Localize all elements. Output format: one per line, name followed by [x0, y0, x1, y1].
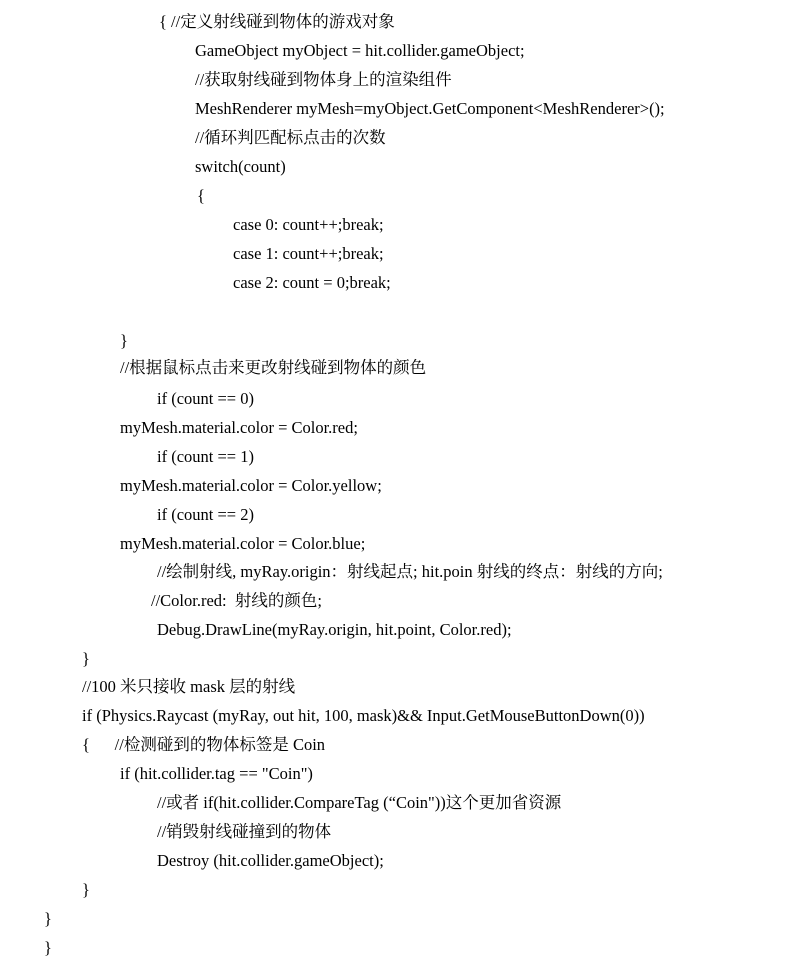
code-line: Debug.DrawLine(myRay.origin, hit.point, Color.red); — [157, 620, 512, 639]
comment-line: //获取射线碰到物体身上的渲染组件 — [195, 70, 452, 89]
code-line: } — [82, 880, 90, 899]
code-line: Destroy (hit.collider.gameObject); — [157, 851, 384, 870]
comment-line: //绘制射线, myRay.origin：射线起点; hit.poin 射线的终点：射线的方向; — [157, 562, 663, 581]
comment-line: //根据鼠标点击来更改射线碰到物体的颜色 — [120, 358, 427, 377]
code-line: if (count == 0) — [157, 389, 254, 408]
comment-line: //销毁射线碰撞到的物体 — [157, 822, 332, 841]
code-line: case 2: count = 0;break; — [233, 273, 391, 292]
code-line: switch(count) — [195, 157, 286, 176]
code-line: if (hit.collider.tag == "Coin") — [120, 764, 313, 783]
code-line: { — [197, 186, 205, 205]
code-line: { //检测碰到的物体标签是 Coin — [82, 735, 326, 754]
comment-line: //100 米只接收 mask 层的射线 — [82, 677, 296, 696]
code-line: myMesh.material.color = Color.red; — [120, 418, 358, 437]
code-line: myMesh.material.color = Color.yellow; — [120, 476, 382, 495]
comment-line: //循环判匹配标点击的次数 — [195, 128, 386, 147]
code-line: if (count == 2) — [157, 505, 254, 524]
code-line: if (count == 1) — [157, 447, 254, 466]
code-line: } — [44, 938, 52, 957]
comment-line: //或者 if(hit.collider.CompareTag (“Coin"))这个更加省资源 — [157, 793, 562, 812]
code-line: { //定义射线碰到物体的游戏对象 — [159, 12, 395, 31]
code-line: myMesh.material.color = Color.blue; — [120, 534, 366, 553]
code-line: if (Physics.Raycast (myRay, out hit, 100, mask)&& Input.GetMouseButtonDown(0)) — [82, 706, 645, 725]
code-line: case 1: count++;break; — [233, 244, 384, 263]
code-line: MeshRenderer myMesh=myObject.GetComponent<MeshRenderer>(); — [195, 99, 665, 118]
code-line: } — [120, 331, 128, 350]
code-line: } — [44, 909, 52, 928]
code-line: GameObject myObject = hit.collider.gameObject; — [195, 41, 525, 60]
comment-line: //Color.red: 射线的颜色; — [151, 591, 322, 610]
code-line: } — [82, 649, 90, 668]
code-line: case 0: count++;break; — [233, 215, 384, 234]
